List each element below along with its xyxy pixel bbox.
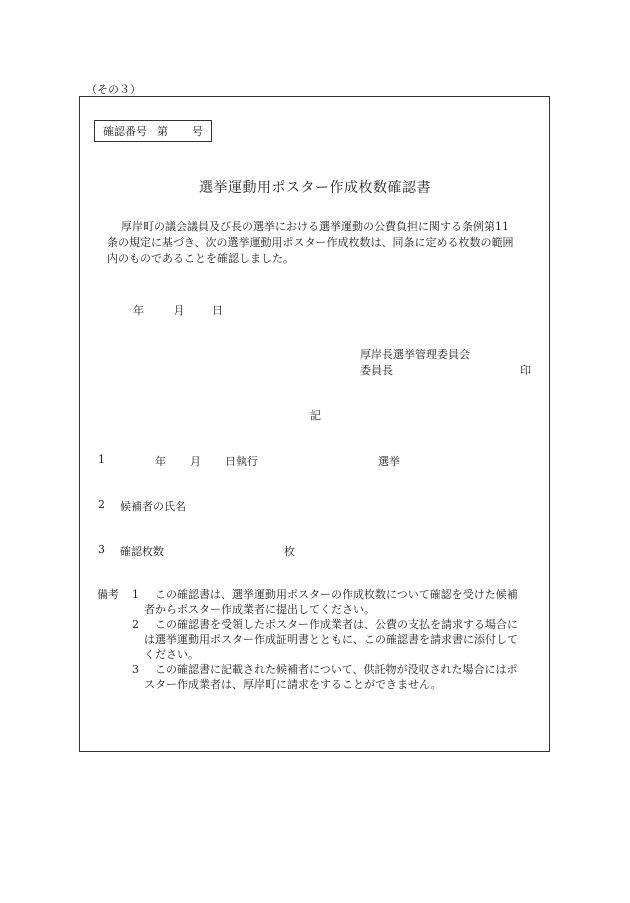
item-2-number: 2 bbox=[98, 498, 105, 511]
note-1-line-1: この確認書は、選挙運動用ポスターの作成枚数について確認を受けた候補 bbox=[155, 588, 518, 601]
note-2-line-2: は選挙運動用ポスター作成証明書とともに、この確認書を請求書に添付して bbox=[144, 633, 518, 646]
committee-name: 厚岸長選挙管理委員会 bbox=[360, 348, 470, 361]
note-1-line-2: 者からポスター作成業者に提出してください。 bbox=[144, 603, 375, 616]
item-1-year: 年 bbox=[155, 455, 166, 468]
item-2-label: 候補者の氏名 bbox=[120, 500, 186, 513]
confirmation-number-go: 号 bbox=[192, 125, 203, 138]
issue-date bbox=[133, 302, 223, 318]
item-1-day: 日執行 bbox=[225, 455, 258, 468]
confirmation-number-dai: 第 bbox=[157, 125, 168, 138]
note-2-number: 2 bbox=[132, 618, 139, 631]
item-1-election: 選挙 bbox=[378, 455, 400, 468]
notes-label: 備考 bbox=[97, 588, 119, 601]
document-title: 選挙運動用ポスター作成枚数確認書 bbox=[199, 180, 431, 196]
body-paragraph-line-3: 内のものであることを確認しました。 bbox=[107, 252, 294, 265]
note-3-line-2: スター作成業者は、厚岸町に請求をすることができません。 bbox=[144, 678, 442, 691]
item-1-number: 1 bbox=[98, 453, 105, 466]
item-3-unit: 枚 bbox=[284, 545, 295, 558]
date-day: 日 bbox=[212, 304, 223, 317]
page-variant-label: （その３） bbox=[86, 83, 141, 96]
ki-heading: 記 bbox=[310, 409, 321, 422]
body-paragraph-line-2: 条の規定に基づき、次の選挙運動用ポスター作成枚数は、同条に定める枚数の範囲 bbox=[107, 236, 514, 249]
item-3-label: 確認枚数 bbox=[120, 545, 164, 558]
note-1-number: 1 bbox=[132, 588, 139, 601]
note-2-line-1: この確認書を受領したポスター作成業者は、公費の支払を請求する場合に bbox=[155, 618, 518, 631]
note-3-line-1: この確認書に記載された候補者について、供託物が没収された場合にはポ bbox=[155, 663, 518, 676]
confirmation-number-label: 確認番号 bbox=[103, 125, 147, 138]
date-year: 年 bbox=[133, 304, 144, 317]
committee-chair-title: 委員長 bbox=[360, 364, 393, 377]
item-3-number: 3 bbox=[98, 543, 105, 556]
note-3-number: 3 bbox=[132, 663, 139, 676]
date-month: 月 bbox=[173, 304, 185, 317]
seal-mark: 印 bbox=[520, 364, 531, 377]
item-1-month: 月 bbox=[190, 455, 201, 468]
confirmation-number-box bbox=[94, 120, 212, 142]
body-paragraph-line-1: 厚岸町の議会議員及び長の選挙における選挙運動の公費負担に関する条例第11 bbox=[121, 220, 509, 233]
note-2-line-3: ください。 bbox=[144, 648, 199, 661]
